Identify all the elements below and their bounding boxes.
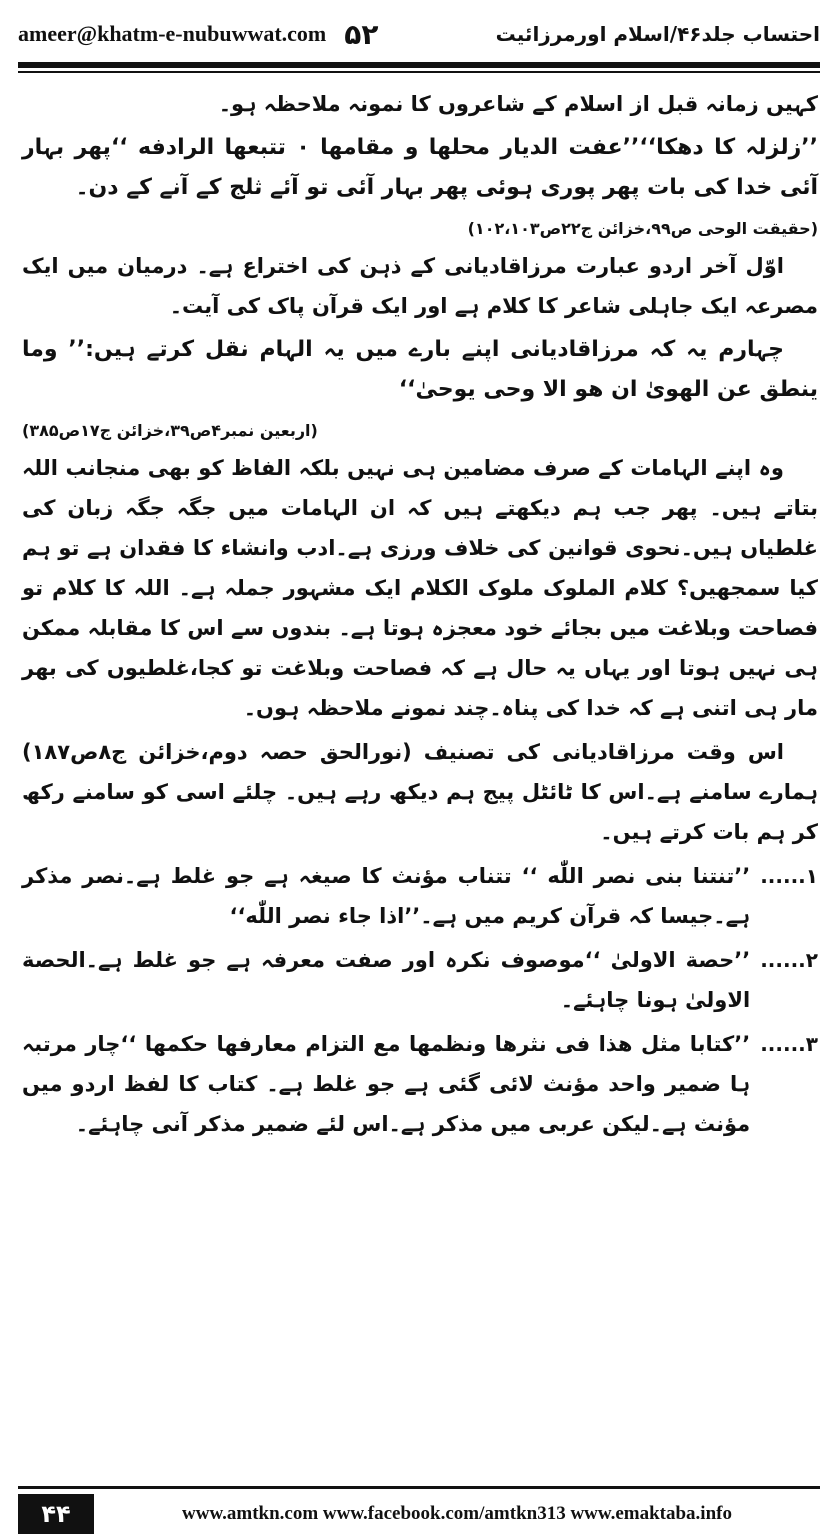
list-number-1: ۱...... (760, 864, 818, 888)
list-text-3: ’’کتابا مثل هذا فی نثرها ونظمها مع التزام معارفها حکمها ‘‘چار مرتبہ ہا ضمیر واحد مؤنث لائی گئی ہے جو غلط ہے۔ کتاب کا لفظ اردو میں مؤنث ہے۔لیکن عربی میں مذکر ہے۔اس لئے ضمیر مذکر آنی چاہئے۔ (22, 1032, 751, 1136)
paragraph-intro: کہیں زمانہ قبل از اسلام کے شاعروں کا نمونہ ملاحظہ ہو۔ (218, 92, 818, 116)
paragraph-noor-ul-haq: اس وقت مرزاقادیانی کی تصنیف (نورالحق حصہ دوم،خزائن ج۸ص۱۸۷) ہمارے سامنے ہے۔اس کا ٹائٹل پیج ہم دیکھ رہے ہیں۔ چلئے اسی کو سامنے رکھ کر ہم بات کرتے ہیں۔ (22, 740, 818, 844)
page-content (22, 84, 818, 1444)
paragraph-analysis: اوّل آخر اردو عبارت مرزاقادیانی کے ذہن کی اختراع ہے۔ درمیان میں ایک مصرعہ ایک جاہلی شاعر کا کلام ہے اور ایک قرآن پاک کی آیت۔ (22, 254, 818, 318)
header-left-group (18, 18, 378, 51)
footer-links: www.amtkn.com www.facebook.com/amtkn313 www.emaktaba.info (182, 1503, 732, 1524)
list-item-1 (22, 856, 818, 940)
page-footer (18, 1494, 820, 1534)
page-header (18, 14, 820, 54)
list-item-3 (22, 1024, 818, 1148)
footer-page-number: ۴۴ (18, 1494, 94, 1534)
reference-arbaeen: (اربعین نمبر۴ص۳۹،خزائن ج۱۷ص۳۸۵) (22, 421, 318, 440)
header-email: ameer@khatm-e-nubuwwat.com (18, 21, 327, 46)
list-number-3: ۳...... (760, 1032, 818, 1056)
paragraph-ilham: چہارم یہ کہ مرزاقادیانی اپنے بارے میں یہ الہام نقل کرتے ہیں:’’ وما ینطق عن الهویٰ ان هو الا وحی یوحیٰ‘‘ (22, 337, 818, 402)
header-rule-thin (18, 71, 820, 73)
reference-haqiqat-ul-wahi: (حقیقت الوحی ص۹۹،خزائن ج۲۲ص۱۰۲،۱۰۳) (467, 219, 818, 238)
list-item-2 (22, 940, 818, 1024)
footer-rule (18, 1486, 820, 1489)
book-title: احتساب جلد۴۶/اسلام اورمرزائیت (495, 22, 820, 46)
paragraph-grammar-errors: وہ اپنے الہامات کے صرف مضامین ہی نہیں بلکہ الفاظ کو بھی منجانب اللہ بتاتے ہیں۔ پھر جب ہم دیکھتے ہیں کہ ان الہامات میں جگہ جگہ زبان کی غلطیاں ہیں۔نحوی قوانین کی خلاف ورزی ہے۔ادب وانشاء کا فقدان ہے تو ہم کیا سمجھیں؟ کلام الملوک ملوک الکلام ایک مشہور جملہ ہے۔ اللہ کا کلام تو فصاحت وبلاغت میں بجائے خود معجزہ ہوتا ہے۔ بندوں سے اس کا مقابلہ ممکن ہی نہیں ہوتا اور یہاں یہ حال ہے کہ فصاحت وبلاغت تو کجا،غلطیوں کی بھر مار ہی اتنی ہے کہ خدا کی پناہ۔چند نمونے ملاحظہ ہوں۔ (22, 456, 818, 720)
header-rule-thick (18, 62, 820, 68)
list-text-2: ’’حصة الاولیٰ ‘‘موصوف نکرہ اور صفت معرفہ ہے جو غلط ہے۔الحصة الاولیٰ ہونا چاہئے۔ (22, 948, 751, 1012)
paragraph-quote-zalzala: ’’زلزلہ کا دھکا‘‘’’عفت الدیار محلها و مقامها ۰ تتبعها الرادفه ‘‘پھر بہار آئی خدا کی بات پھر پوری ہوئی پھر بہار آئی تو آئے ثلج کے آنے کے دن۔ (22, 135, 819, 200)
list-text-1: ’’تنتنا بنی نصر اللّٰه ‘‘ تتناب مؤنث کا صیغہ ہے جو غلط ہے۔نصر مذکر ہے۔جیسا کہ قرآن کریم میں ہے۔’’اذا جاء نصر اللّٰه‘‘ (22, 864, 751, 928)
page-number: ۵۲ (344, 17, 379, 51)
list-number-2: ۲...... (760, 948, 818, 972)
